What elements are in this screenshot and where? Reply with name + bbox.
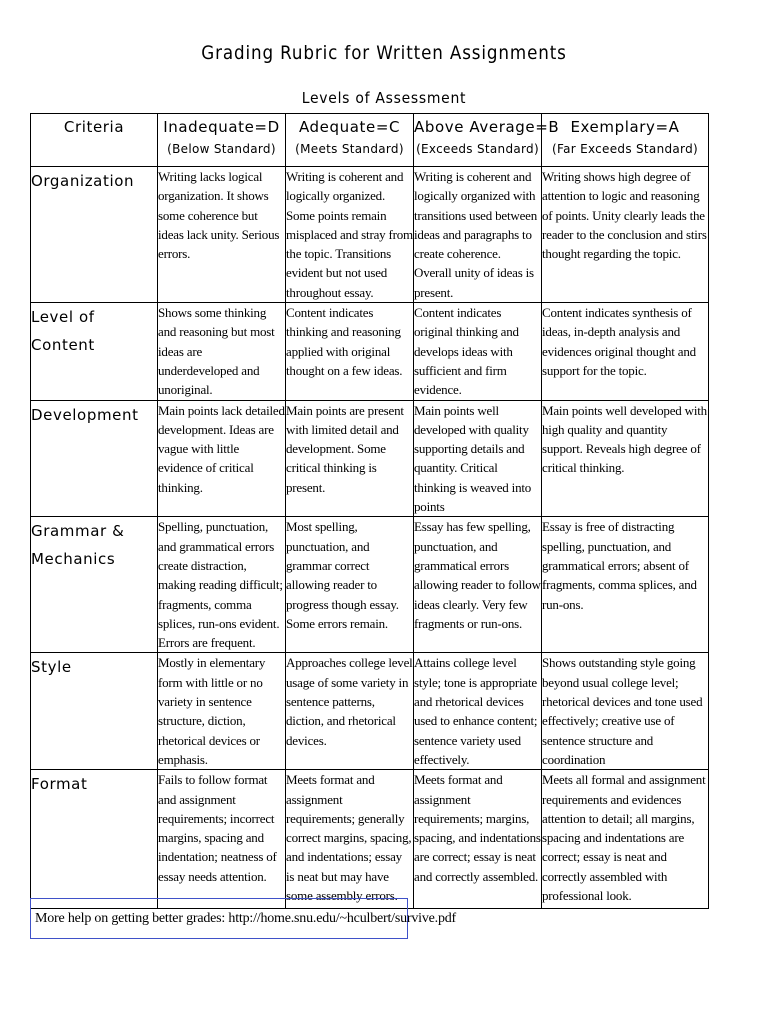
criterion-label: Style: [31, 653, 158, 770]
column-header-exemplary: [542, 114, 709, 167]
rubric-cell: Spelling, punctuation, and grammatical errors create distraction, making reading difficult; fragments, comma splices, run-ons evident. Errors are frequent.: [158, 517, 286, 653]
criterion-label: Format: [31, 770, 158, 909]
page-title: Grading Rubric for Written Assignments: [201, 42, 567, 64]
rubric-cell: Most spelling, punctuation, and grammar correct allowing reader to progress though essay. Some errors remain.: [286, 517, 414, 653]
rubric-cell: Shows outstanding style going beyond usual college level; rhetorical devices and tone used effectively; creative use of sentence structure and coordination: [542, 653, 709, 770]
rubric-cell: Content indicates original thinking and develops ideas with sufficient and firm evidence.: [414, 303, 542, 400]
column-header-criteria: [31, 114, 158, 167]
column-header-label: Inadequate=D: [163, 118, 280, 136]
table-row: [31, 303, 709, 400]
rubric-cell: Content indicates thinking and reasoning applied with original thought on a few ideas.: [286, 303, 414, 400]
table-row: [31, 517, 709, 653]
help-link-box[interactable]: More help on getting better grades: http://home.snu.edu/~hculbert/survive.pdf: [30, 898, 408, 939]
rubric-cell: Fails to follow format and assignment requirements; incorrect margins, spacing and indentation; neatness of essay needs attention.: [158, 770, 286, 909]
column-header-label: Adequate=C: [298, 118, 401, 136]
rubric-cell: Approaches college level usage of some variety in sentence patterns, diction, and rhetorical devices.: [286, 653, 414, 770]
rubric-cell: Main points well developed with quality supporting details and quantity. Critical thinking is weaved into points: [414, 400, 542, 517]
rubric-table: [30, 113, 709, 909]
table-row: [31, 167, 709, 303]
rubric-cell: Writing is coherent and logically organized. Some points remain misplaced and stray from the topic. Transitions evident but not used throughout essay.: [286, 167, 414, 303]
table-subtitle: Levels of Assessment: [301, 89, 467, 107]
column-header-inadequate: [158, 114, 286, 167]
rubric-cell: Main points are present with limited detail and development. Some critical thinking is present.: [286, 400, 414, 517]
rubric-cell: Mostly in elementary form with little or no variety in sentence structure, diction, rhetorical devices or emphasis.: [158, 653, 286, 770]
rubric-cell: Main points well developed with high quality and quantity support. Reveals high degree of critical thinking.: [542, 400, 709, 517]
rubric-cell: Meets format and assignment requirements; margins, spacing, and indentations are correct; essay is neat and correctly assembled.: [414, 770, 542, 909]
column-header-sublabel: (Exceeds Standard): [416, 142, 539, 156]
rubric-cell: Meets all formal and assignment requirements and evidences attention to detail; all margins, spacing and indentations are correct; essay is neat and correctly assembled with professional look.: [542, 770, 709, 909]
rubric-cell: Writing lacks logical organization. It shows some coherence but ideas lack unity. Serious errors.: [158, 167, 286, 303]
rubric-cell: Essay has few spelling, punctuation, and grammatical errors allowing reader to follow ideas clearly. Very few fragments or run-ons.: [414, 517, 542, 653]
column-header-sublabel: (Below Standard): [167, 142, 276, 156]
column-header-above-average: [414, 114, 560, 167]
criterion-label: Level of Content: [31, 303, 158, 400]
column-header-sublabel: (Meets Standard): [295, 142, 404, 156]
column-header-label: Exemplary=A: [570, 118, 680, 136]
header-row: [31, 114, 709, 167]
criterion-label: Grammar & Mechanics: [31, 517, 158, 653]
criterion-label: Organization: [31, 167, 158, 303]
criterion-label: Development: [31, 400, 158, 517]
rubric-cell: Attains college level style; tone is appropriate and rhetorical devices used to enhance content; sentence variety used effectively.: [414, 653, 542, 770]
rubric-cell: Shows some thinking and reasoning but most ideas are underdeveloped and unoriginal.: [158, 303, 286, 400]
rubric-cell: Main points lack detailed development. Ideas are vague with little evidence of critical thinking.: [158, 400, 286, 517]
table-row: [31, 400, 709, 517]
column-header-label: Criteria: [63, 118, 125, 136]
column-header-adequate: [286, 114, 414, 167]
rubric-cell: Writing is coherent and logically organized with transitions used between ideas and paragraphs to create coherence. Overall unity of ideas is present.: [414, 167, 542, 303]
table-row: [31, 653, 709, 770]
rubric-cell: Writing shows high degree of attention to logic and reasoning of points. Unity clearly leads the reader to the conclusion and stirs thought regarding the topic.: [542, 167, 709, 303]
rubric-cell: Essay is free of distracting spelling, punctuation, and grammatical errors; absent of fragments, comma splices, and run-ons.: [542, 517, 709, 653]
rubric-cell: Content indicates synthesis of ideas, in-depth analysis and evidences original thought and support for the topic.: [542, 303, 709, 400]
column-header-label: Above Average=B: [414, 118, 560, 136]
rubric-cell: Meets format and assignment requirements; generally correct margins, spacing, and indentations; essay is neat but may have some assembly errors.: [286, 770, 414, 909]
column-header-sublabel: (Far Exceeds Standard): [552, 142, 698, 156]
table-row: [31, 770, 709, 909]
